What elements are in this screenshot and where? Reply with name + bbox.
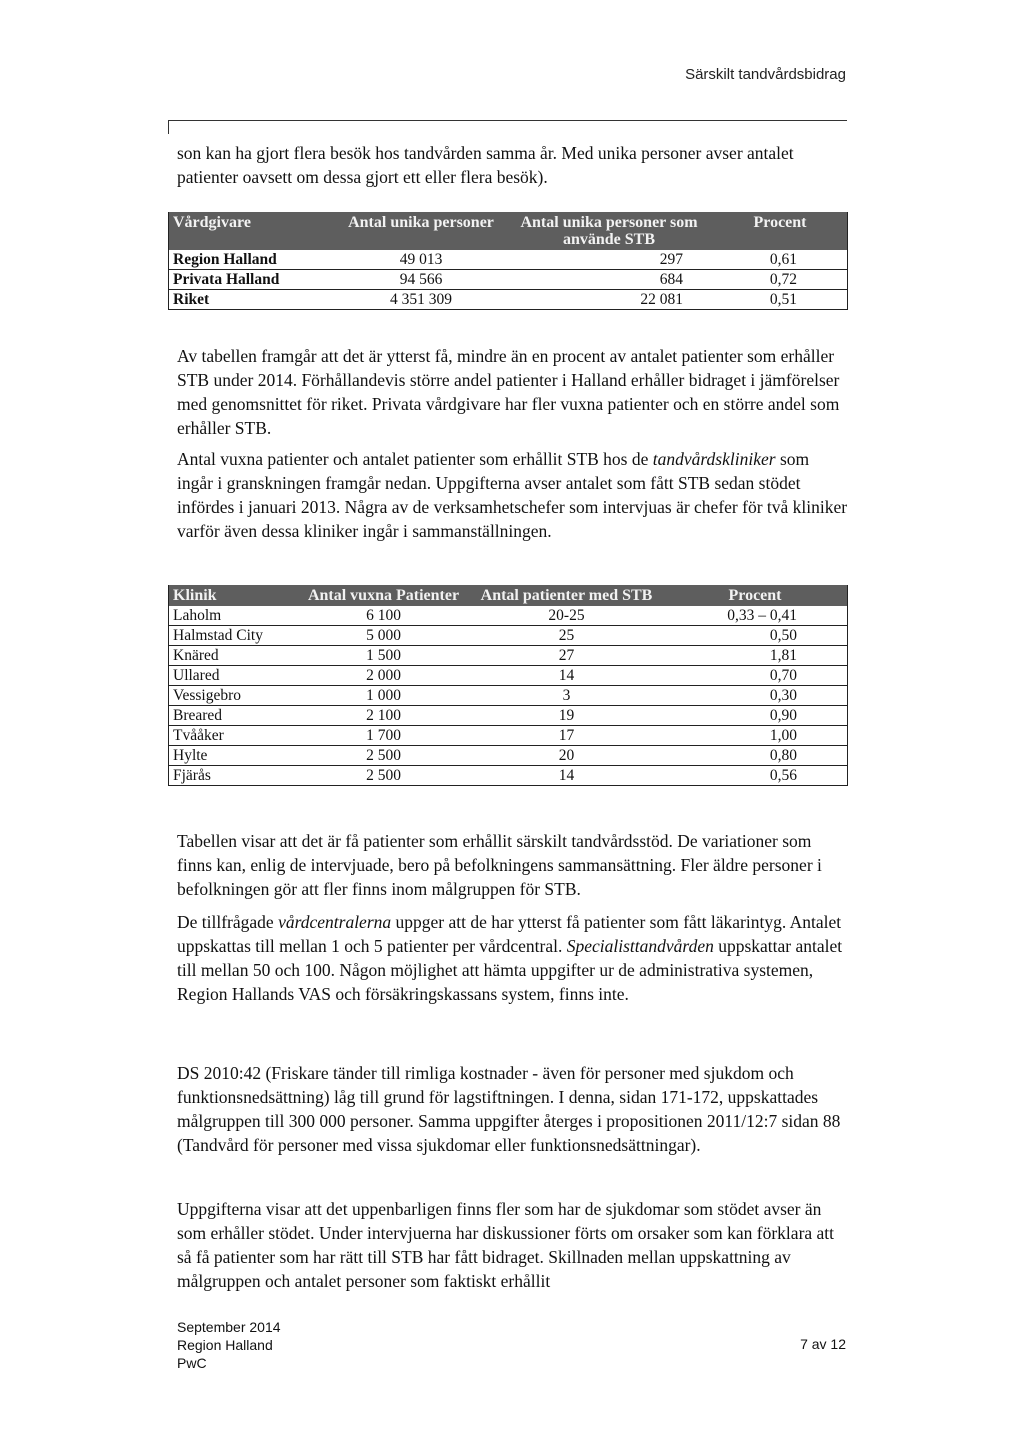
- table-cell: 2 500: [297, 746, 470, 766]
- table-row: [169, 646, 848, 666]
- table-cell: 297: [505, 250, 713, 270]
- provider-table: [168, 212, 848, 310]
- column-header: Antal unika personer: [337, 212, 505, 250]
- table-cell: 2 500: [297, 766, 470, 786]
- page-number: 7 av 12: [800, 1336, 846, 1352]
- table-cell: Hylte: [169, 746, 298, 766]
- table-cell: Riket: [169, 290, 338, 310]
- paragraph-conclusion: Uppgifterna visar att det uppenbarligen finns fler som har de sjukdomar som stödet avser än som erhåller stödet. Under intervjuerna har diskussioner förts om orsaker som kan förklara att så få patienter som har rätt till STB har fått bidraget. Skillnaden mellan uppskattning av målgruppen och antalet personer som faktiskt erhållit: [177, 1199, 835, 1291]
- column-header: Procent: [713, 212, 848, 250]
- table-cell: 0,51: [713, 290, 848, 310]
- column-header: Antal unika personer som använde STB: [505, 212, 713, 250]
- footer: [177, 1318, 281, 1372]
- table-cell: Vessigebro: [169, 686, 298, 706]
- table-cell: 6 100: [297, 606, 470, 626]
- paragraph-table1-summary: Av tabellen framgår att det är ytterst få, mindre än en procent av antalet patienter som erhåller STB under 2014. Förhållandevis större andel patienter i Halland erhåller bidraget i jämförelser med genomsnittet för riket. Privata vårdgivare har fler vuxna patienter och en större andel som erhåller STB.: [177, 346, 840, 438]
- table-row: [169, 746, 848, 766]
- table-row: [169, 726, 848, 746]
- table-cell: Laholm: [169, 606, 298, 626]
- paragraph-table2-summary: Tabellen visar att det är få patienter som erhållit särskilt tandvårdsstöd. De variationer som finns kan, enlig de intervjuade, bero på befolkningens sammansättning. Fler äldre personer i befolkningen gör att fler finns inom målgruppen för STB.: [177, 831, 822, 899]
- paragraph-ds-2010: DS 2010:42 (Friskare tänder till rimliga kostnader - även för personer med sjukdom och funktionsnedsättning) låg till grund för lagstiftningen. I denna, sidan 171-172, uppskattades målgruppen till 300 000 personer. Samma uppgifter återges i propositionen 2011/12:7 sidan 88 (Tandvård för personer med vissa sjukdomar eller funktionsnedsättningar).: [177, 1063, 841, 1155]
- clinic-table-header: [169, 585, 848, 606]
- table-cell: 2 100: [297, 706, 470, 726]
- table-cell: 0,80: [663, 746, 848, 766]
- footer-company: PwC: [177, 1355, 207, 1371]
- table-cell: Breared: [169, 706, 298, 726]
- table-row: [169, 766, 848, 786]
- table-cell: 20: [470, 746, 663, 766]
- paragraph-clinics-intro: Antal vuxna patienter och antalet patienter som erhållit STB hos de tandvårdskliniker som ingår i granskningen framgår nedan. Uppgifterna avser antalet som fått STB sedan stödet infördes i januari 2013. Några av de verksamhetschefer som intervjuas är chefer för två kliniker varför även dessa kliniker ingår i sammanställningen.: [177, 449, 848, 541]
- table-cell: 3: [470, 686, 663, 706]
- table-cell: 0,90: [663, 706, 848, 726]
- table-cell: Tvååker: [169, 726, 298, 746]
- table-row: [169, 270, 848, 290]
- table-cell: 0,56: [663, 766, 848, 786]
- column-header: Klinik: [169, 585, 298, 606]
- table-row: [169, 706, 848, 726]
- table-cell: 0,33 – 0,41: [663, 606, 848, 626]
- table-row: [169, 686, 848, 706]
- column-header: Antal patienter med STB: [470, 585, 663, 606]
- table-cell: 0,61: [713, 250, 848, 270]
- provider-table-header: [169, 212, 848, 250]
- table-cell: 25: [470, 626, 663, 646]
- paragraph-vardcentraler: De tillfrågade vårdcentralerna uppger att de har ytterst få patienter som fått läkarintyg. Antalet uppskattas till mellan 1 och 5 patienter per vårdcentral. Specialisttandvården uppskattar antalet till mellan 50 och 100. Någon möjlighet att hämta uppgifter ur de administrativa systemen, Region Hallands VAS och försäkringskassans system, finns inte.: [177, 912, 843, 1004]
- column-header: Antal vuxna Patienter: [297, 585, 470, 606]
- table-cell: 19: [470, 706, 663, 726]
- table-cell: 1 700: [297, 726, 470, 746]
- table-cell: 20-25: [470, 606, 663, 626]
- column-header: Procent: [663, 585, 848, 606]
- table-cell: Region Halland: [169, 250, 338, 270]
- intro-paragraph: son kan ha gjort flera besök hos tandvården samma år. Med unika personer avser antalet patienter oavsett om dessa gjort ett eller flera besök).: [177, 143, 794, 187]
- table-cell: Knäred: [169, 646, 298, 666]
- table-cell: 94 566: [337, 270, 505, 290]
- table-row: [169, 626, 848, 646]
- header-rule-corner: [168, 120, 169, 134]
- table-row: [169, 666, 848, 686]
- table-cell: Ullared: [169, 666, 298, 686]
- table-cell: Fjärås: [169, 766, 298, 786]
- page-header-title: Särskilt tandvårdsbidrag: [685, 66, 846, 83]
- table-cell: Halmstad City: [169, 626, 298, 646]
- clinic-table: [168, 585, 848, 786]
- table-cell: 1,81: [663, 646, 848, 666]
- table-cell: 2 000: [297, 666, 470, 686]
- table-cell: 4 351 309: [337, 290, 505, 310]
- table-row: [169, 606, 848, 626]
- table-cell: 1 500: [297, 646, 470, 666]
- table-cell: 0,72: [713, 270, 848, 290]
- table-cell: 0,50: [663, 626, 848, 646]
- footer-organization: Region Halland: [177, 1337, 273, 1353]
- table-row: [169, 250, 848, 270]
- table-cell: 0,70: [663, 666, 848, 686]
- table-cell: 5 000: [297, 626, 470, 646]
- table-cell: 17: [470, 726, 663, 746]
- header-rule: [168, 120, 847, 121]
- table-cell: 22 081: [505, 290, 713, 310]
- table-row: [169, 290, 848, 310]
- table-cell: 49 013: [337, 250, 505, 270]
- table-cell: 684: [505, 270, 713, 290]
- column-header: Vårdgivare: [169, 212, 338, 250]
- table-cell: 1,00: [663, 726, 848, 746]
- table-cell: 14: [470, 766, 663, 786]
- table-cell: 27: [470, 646, 663, 666]
- table-cell: 1 000: [297, 686, 470, 706]
- table-cell: Privata Halland: [169, 270, 338, 290]
- footer-date: September 2014: [177, 1319, 281, 1335]
- table-cell: 14: [470, 666, 663, 686]
- table-cell: 0,30: [663, 686, 848, 706]
